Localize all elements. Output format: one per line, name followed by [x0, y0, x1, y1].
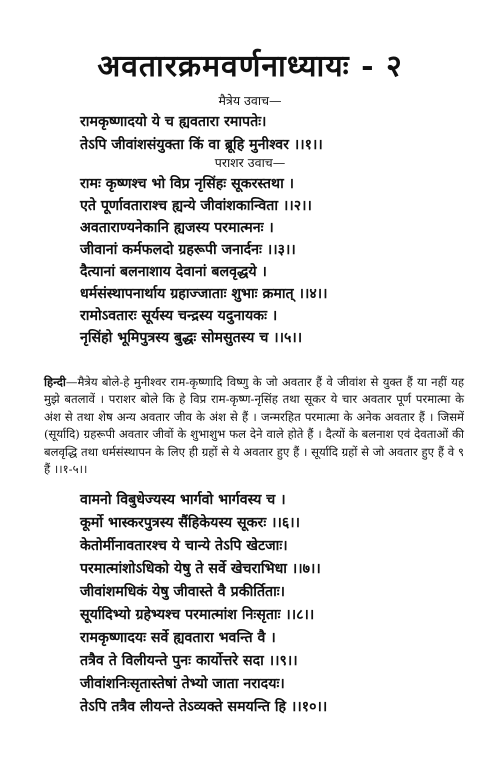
verse-line: जीवांशनिःसृतास्तेषां तेभ्यो जाता नरादयः। — [80, 676, 285, 692]
verse-line: तेऽपि जीवांशसंयुक्ता किं वा ब्रूहि मुनीश्वर ।।१।। — [80, 137, 323, 153]
verse-line: नृसिंहो भूमिपुत्रस्य बुद्धः सोमसुतस्य च ।।५।। — [80, 330, 303, 346]
verse-line: रामकृष्णादयः सर्वे ह्यवतारा भवन्ति वै । — [80, 630, 276, 646]
hindi-label: हिन्दी — [44, 375, 66, 389]
verse-line: वामनो विबुधेज्यस्य भार्गवो भार्गवस्य च । — [80, 492, 286, 508]
verse-line: रामकृष्णादयो ये च ह्यवतारा रमापतेः। — [80, 114, 267, 130]
verse-line: जीवांशमधिकं येषु जीवास्ते वै प्रकीर्तिताः। — [80, 584, 286, 600]
verse-line: जीवानां कर्मफलदो ग्रहरूपी जनार्दनः ।।३।। — [80, 242, 296, 258]
verse-line: अवताराण्यनेकानि ह्यजस्य परमात्मनः । — [80, 220, 274, 236]
verse-line: तत्रैव ते विलीयन्ते पुनः कार्योत्तरे सदा ।।९।। — [80, 653, 298, 669]
verse-line: धर्मसंस्थापनार्थाय ग्रहाज्जाताः शुभाः क्रमात् ।।४।। — [80, 286, 328, 302]
verse-line: केतोर्मीनावतारश्च ये चान्ये तेऽपि खेटजाः। — [80, 538, 288, 554]
speaker-heading-parashara: पराशर उवाच— — [214, 155, 286, 170]
verse-line: रामः कृष्णश्च भो विप्र नृसिंहः सूकरस्तथा । — [80, 176, 295, 192]
verse-line: कूर्मो भास्करपुत्रस्य सैंहिकेयस्य सूकरः ।।६।। — [80, 515, 301, 531]
speaker-heading-maitreya: मैत्रेय उवाच— — [218, 93, 282, 108]
verse-line: परमात्मांशोऽधिको येषु ते सर्वे खेचराभिधा ।।७।। — [80, 561, 321, 577]
verse-line: सूर्यादिभ्यो ग्रहेभ्यश्च परमात्मांश निःसृताः ।।८।। — [80, 607, 315, 623]
verse-line: दैत्यानां बलनाशाय देवानां बलवृद्धये । — [80, 264, 267, 280]
chapter-title: अवतारक्रमवर्णनाध्यायः - २ — [97, 49, 403, 84]
verse-line: रामोऽवतारः सूर्यस्य चन्द्रस्य यदुनायकः । — [80, 308, 278, 324]
hindi-commentary — [44, 374, 464, 478]
hindi-text: —मैत्रेय बोले-हे मुनीश्वर राम-कृष्णादि विष्णु के जो अवतार हैं वे जीवांश से युक्त हैं या नहीं यह मुझे बतलावें । पराशर बोले कि हे विप्र राम-कृष्ण-नृसिंह तथा सूकर ये चार अवतार पूर्ण परमात्मा के अंश से तथा शेष अन्य अवतार जीव के अंश से हैं । जन्मरहित परमात्मा के अनेक अवतार हैं । जिसमें (सूर्यादि) ग्रहरूपी अवतार जीवों के शुभाशुभ फल देने वाले होते हैं । दैत्यों के बलनाश एवं देवताओं की बलवृद्धि तथा धर्मसंस्थापन के लिए ही ग्रहों से ये अवतार हुए हैं । सूर्यादि ग्रहों से जो अवतार हुए हैं वे ९ हैं ।।१-५।। — [44, 375, 464, 477]
verse-line: एते पूर्णावताराश्च ह्यन्ये जीवांशकान्विता ।।२।। — [80, 198, 312, 214]
verse-line: तेऽपि तत्रैव लीयन्ते तेऽव्यक्ते समयन्ति हि ।।१०।। — [80, 699, 328, 715]
